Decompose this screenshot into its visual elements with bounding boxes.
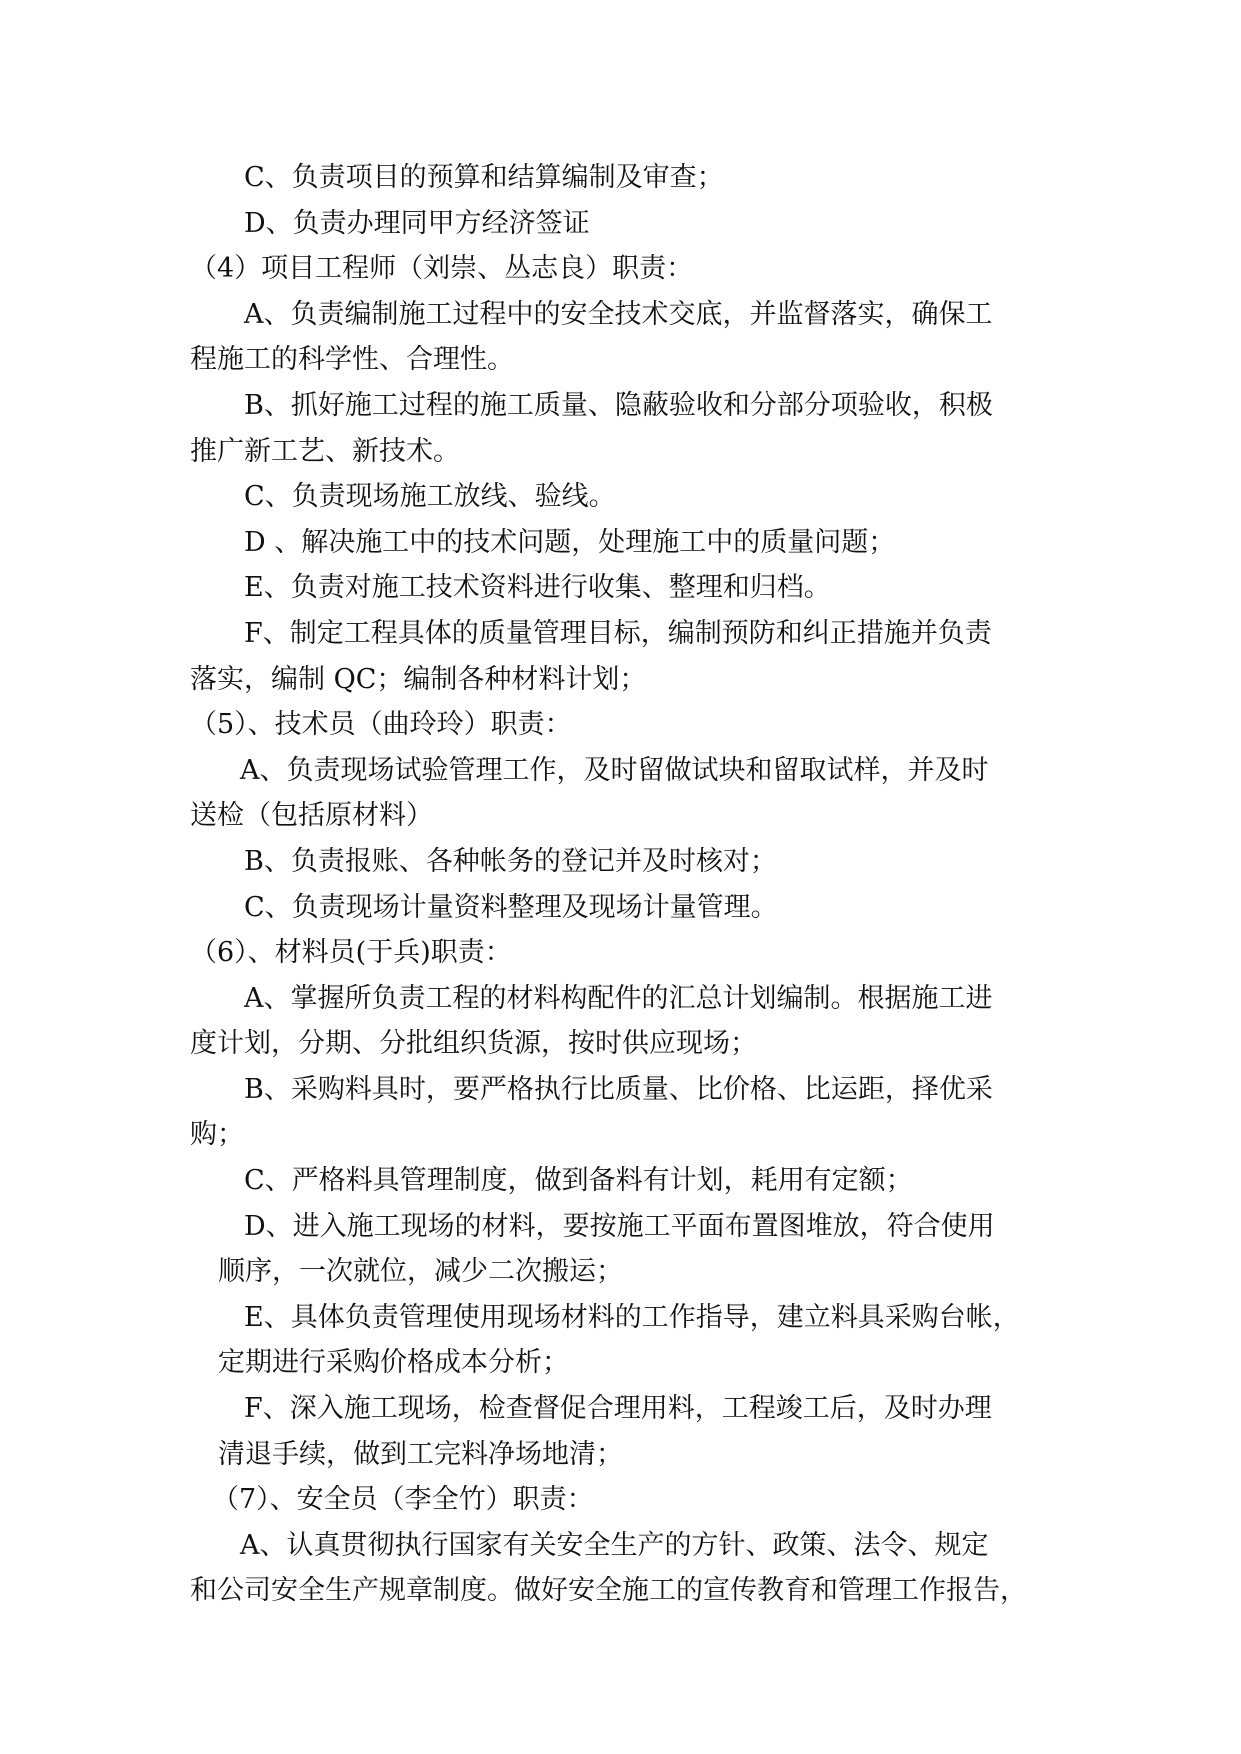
- paragraph-line: B、采购料具时，要严格执行比质量、比价格、比运距，择优采: [244, 1073, 993, 1105]
- paragraph-line: 和公司安全生产规章制度。做好安全施工的宣传教育和管理工作报告，: [190, 1575, 1027, 1607]
- paragraph-line: D、进入施工现场的材料，要按施工平面布置图堆放，符合使用: [244, 1210, 995, 1242]
- paragraph-line: C、负责项目的预算和结算编制及审查；: [244, 162, 724, 193]
- paragraph-line: A、负责编制施工过程中的安全技术交底，并监督落实，确保工: [244, 298, 993, 330]
- paragraph-line: 清退手续，做到工完料净场地清；: [218, 1438, 623, 1470]
- document-body: [190, 155, 1060, 1614]
- paragraph-line: C、严格料具管理制度，做到备料有计划，耗用有定额；: [244, 1165, 913, 1197]
- paragraph-line: F、制定工程具体的质量管理目标，编制预防和纠正措施并负责: [244, 617, 992, 649]
- paragraph-line: 送检（包括原材料）: [190, 800, 433, 832]
- paragraph-line: 定期进行采购价格成本分析；: [218, 1347, 569, 1379]
- section-heading: （7）、安全员（李全竹）职责：: [212, 1484, 594, 1516]
- section-heading: （6）、材料员(于兵)职责：: [190, 937, 512, 969]
- paragraph-line: F、深入施工现场，检查督促合理用料，工程竣工后，及时办理: [244, 1393, 992, 1425]
- paragraph-line: A、负责现场试验管理工作，及时留做试块和留取试样，并及时: [240, 754, 989, 786]
- paragraph-line: C、负责现场计量资料整理及现场计量管理。: [244, 891, 778, 923]
- paragraph-line: D 、解决施工中的技术问题，处理施工中的质量问题；: [244, 526, 896, 558]
- paragraph-line: E、具体负责管理使用现场材料的工作指导，建立料具采购台帐，: [244, 1301, 1020, 1333]
- paragraph-line: C、负责现场施工放线、验线。: [244, 481, 616, 513]
- paragraph-line: E、负责对施工技术资料进行收集、整理和归档。: [244, 572, 831, 604]
- paragraph-line: 程施工的科学性、合理性。: [190, 344, 514, 376]
- section-heading: （4）项目工程师（刘崇、丛志良）职责：: [190, 253, 694, 285]
- paragraph-line: A、认真贯彻执行国家有关安全生产的方针、政策、法令、规定: [240, 1529, 989, 1561]
- section-heading: （5）、技术员（曲玲玲）职责：: [190, 709, 572, 741]
- paragraph-line: B、负责报账、各种帐务的登记并及时核对；: [244, 845, 777, 877]
- paragraph-line: 落实，编制 QC；编制各种材料计划；: [190, 663, 647, 695]
- paragraph-line: A、掌握所负责工程的材料构配件的汇总计划编制。根据施工进: [244, 982, 993, 1014]
- paragraph-line: 顺序，一次就位，减少二次搬运；: [218, 1256, 623, 1288]
- paragraph-line: 购；: [190, 1119, 244, 1151]
- paragraph-line: D、负责办理同甲方经济签证: [244, 207, 590, 239]
- paragraph-line: 度计划，分期、分批组织货源，按时供应现场；: [190, 1028, 757, 1060]
- paragraph-line: 推广新工艺、新技术。: [190, 435, 460, 467]
- paragraph-line: B、抓好施工过程的施工质量、隐蔽验收和分部分项验收，积极: [244, 389, 993, 421]
